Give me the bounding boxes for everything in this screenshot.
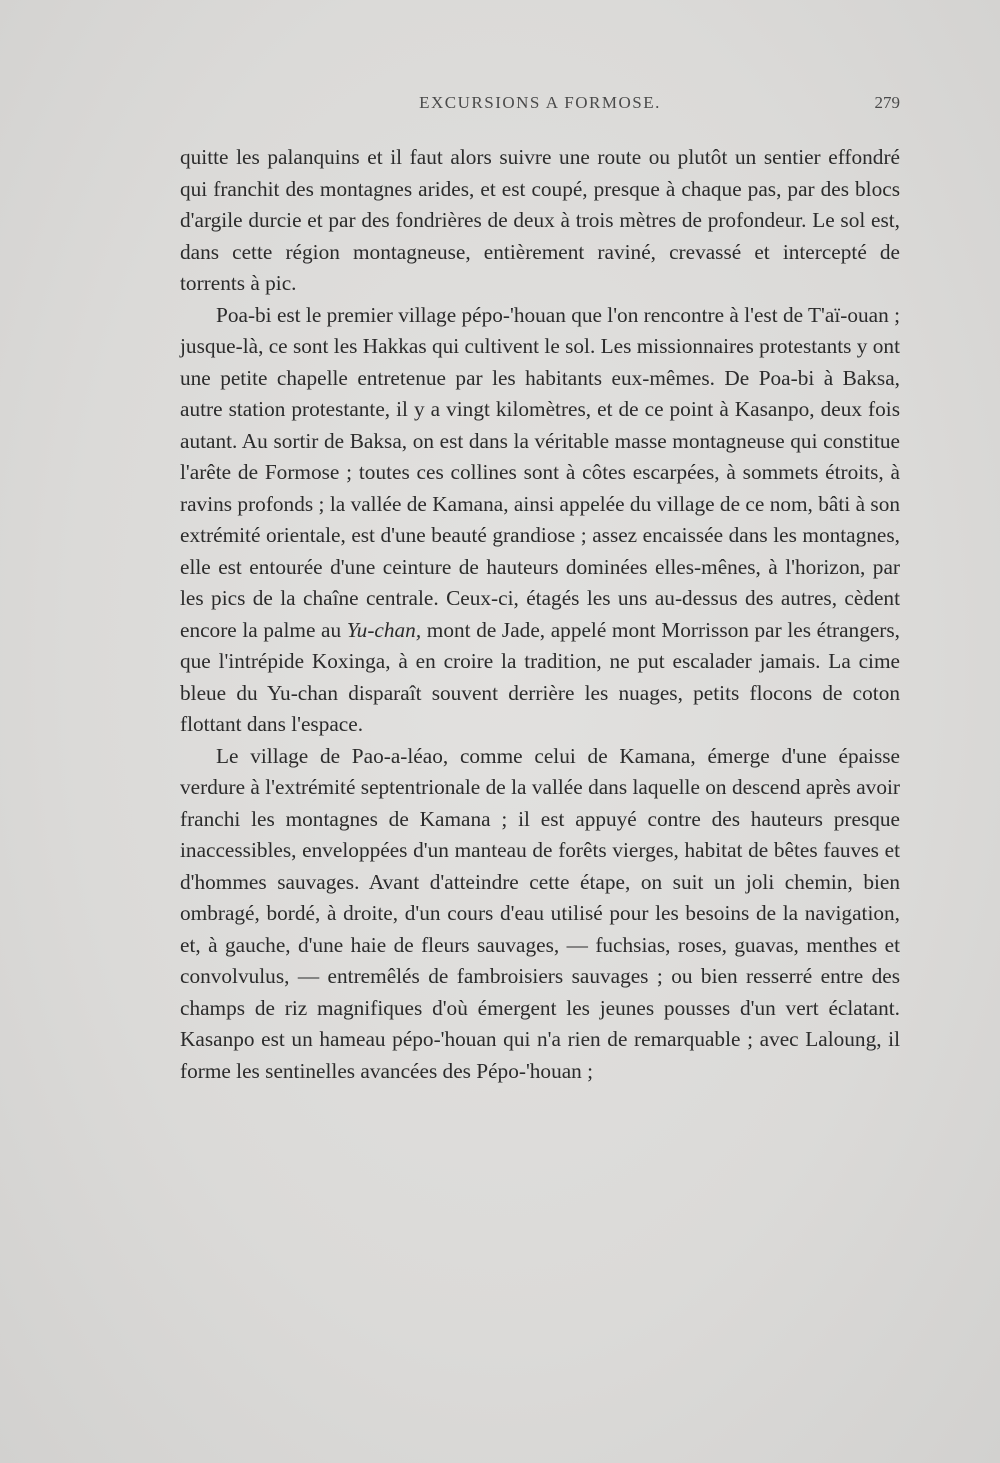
paragraph-1-text: quitte les palanquins et il faut alors suivre une route ou plutôt un sentier effondré qui franchit des montagnes arides, et est coupé, presque à chaque pas, par des blocs d'argile durcie et par des fondrières de deux à trois mètres de profondeur. Le sol est, dans cette région montagneuse, entièrement raviné, crevassé et intercepté de torrents à pic. [180,145,900,295]
paragraph-2-text: Poa-bi est le premier village pépo-'houan que l'on rencontre à l'est de T'aï-ouan ; jusque-là, ce sont les Hakkas qui cultivent le sol. Les missionnaires protestants y ont une petite chapelle entretenue par les habitants eux-mêmes. De Poa-bi à Baksa, autre station protestante, il y a vingt kilomètres, et de ce point à Kasanpo, deux fois autant. Au sortir de Baksa, on est dans la véritable masse montagneuse qui constitue l'arête de Formose ; toutes ces collines sont à côtes escarpées, à sommets étroits, à ravins profonds ; la vallée de Kamana, ainsi appelée du village de ce nom, bâti à son extrémité orientale, est d'une beauté grandiose ; assez encaissée dans les montagnes, elle est entourée d'une ceinture de hauteurs dominées elles-mênes, à l'horizon, par les pics de la chaîne centrale. Ceux-ci, étagés les uns au-dessus des autres, cèdent encore la palme au [180,302,900,642]
paragraph-2 [180,300,900,741]
paragraph-3 [180,741,900,1088]
paragraph-3-text: Le village de Pao-a-léao, comme celui de Kamana, émerge d'une épaisse verdure à l'extrémité septentrionale de la vallée dans laquelle on descend après avoir franchi les montagnes de Kamana ; il est appuyé contre des hauteurs presque inaccessibles, enveloppées d'un manteau de forêts vierges, habitat de bêtes fauves et d'hommes sauvages. Avant d'atteindre cette étape, on suit un joli chemin, bien ombragé, bordé, à droite, d'un cours d'eau utilisé pour les besoins de la navigation, et, à gauche, d'une haie de fleurs sauvages, — fuchsias, roses, guavas, menthes et convolvulus, — entremêlés de fambroisiers sauvages ; ou bien resserré entre des champs de riz magnifiques d'où émergent les jeunes pousses d'un vert éclatant. Kasanpo est un hameau pépo-'houan qui n'a rien de remarquable ; avec Laloung, il forme les sentinelles avancées des Pépo-'houan ; [180,743,900,1083]
paragraph-2-italic: Yu-chan, [346,617,422,642]
paragraph-1 [180,142,900,300]
page-header [180,93,900,123]
paragraph-2-text-after: mont de Jade, appelé mont Morrisson par les étrangers, que l'intrépide Koxinga, à en croire la tradition, ne put escalader jamais. La cime bleue du Yu-chan disparaît souvent derrière les nuages, petits flocons de coton flottant dans l'espace. [180,617,901,736]
body-text [180,142,900,1087]
running-title: EXCURSIONS A FORMOSE. [419,93,661,112]
page-number: 279 [874,93,900,112]
